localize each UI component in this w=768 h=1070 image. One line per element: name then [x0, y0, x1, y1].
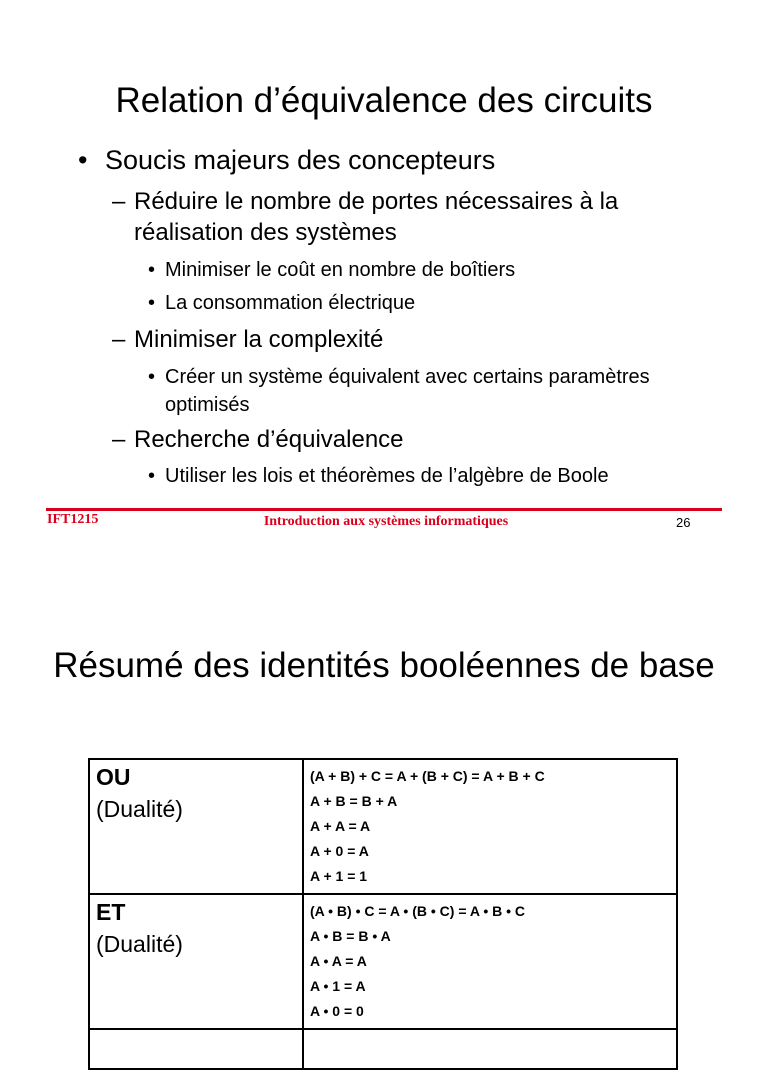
equation: (A • B) • C = A • (B • C) = A • B • C: [310, 903, 526, 919]
dash-icon: –: [112, 188, 126, 215]
bullet-text: La consommation électrique: [165, 292, 416, 314]
equation: A • 1 = A: [310, 978, 366, 994]
identity-equations-cell: [303, 1029, 677, 1069]
equation: A + A = A: [310, 818, 371, 834]
bullet-text: Minimiser le coût en nombre de boîtiers: [165, 259, 516, 281]
identity-equations-cell: [303, 894, 677, 1029]
bullet-dot-icon: •: [148, 292, 156, 314]
bullet-text: Soucis majeurs des concepteurs: [105, 145, 496, 175]
footer-course-code: IFT1215: [47, 512, 99, 527]
table-row-partial: [89, 1029, 677, 1069]
table-row: [89, 759, 677, 894]
page-number: 26: [676, 515, 691, 530]
identities-table: [88, 758, 678, 1070]
footer-course-title: Introduction aux systèmes informatiques: [263, 514, 509, 529]
bullet-text: Réduire le nombre de portes nécessaires à la réalisation des systèmes: [134, 188, 619, 246]
identity-subtitle: (Dualité): [96, 796, 183, 822]
slide-title: Relation d’équivalence des circuits: [115, 81, 653, 120]
bullet-level3: [148, 289, 708, 317]
bullet-text: Créer un système équivalent avec certains paramètres optimisés: [165, 366, 650, 416]
equation: A • A = A: [310, 953, 367, 969]
bullet-dot-icon: •: [78, 145, 88, 175]
bullet-level1: [78, 144, 495, 176]
bullet-level3: [148, 462, 708, 490]
bullet-dot-icon: •: [148, 259, 156, 281]
identity-name: ET: [96, 899, 126, 925]
bullet-level2: [112, 186, 712, 248]
dash-icon: –: [112, 326, 126, 353]
bullet-text: Utiliser les lois et théorèmes de l’algèbre de Boole: [165, 465, 609, 487]
equation: A • 0 = 0: [310, 1003, 364, 1019]
equation: A + B = B + A: [310, 793, 398, 809]
bullet-dot-icon: •: [148, 366, 156, 388]
identity-name-cell: [89, 894, 303, 1029]
bullet-level3: [148, 363, 708, 419]
equation: A + 1 = 1: [310, 868, 368, 884]
identity-equations-cell: [303, 759, 677, 894]
identity-name-cell: [89, 759, 303, 894]
identity-name-cell: [89, 1029, 303, 1069]
equation: A + 0 = A: [310, 843, 369, 859]
equation: A • B = B • A: [310, 928, 391, 944]
bullet-level2: [112, 324, 712, 355]
table-row: [89, 894, 677, 1029]
identity-name: OU: [96, 764, 131, 790]
equation: (A + B) + C = A + (B + C) = A + B + C: [310, 768, 545, 784]
bullet-text: Minimiser la complexité: [134, 326, 384, 353]
bullet-level2: [112, 424, 712, 455]
bullet-dot-icon: •: [148, 465, 156, 487]
bullet-level3: [148, 256, 708, 284]
bullet-text: Recherche d’équivalence: [134, 426, 404, 453]
dash-icon: –: [112, 426, 126, 453]
identity-subtitle: (Dualité): [96, 931, 183, 957]
slide-title: Résumé des identités booléennes de base: [53, 646, 715, 685]
footer-divider: [46, 508, 722, 511]
slide-27: [0, 560, 768, 1024]
